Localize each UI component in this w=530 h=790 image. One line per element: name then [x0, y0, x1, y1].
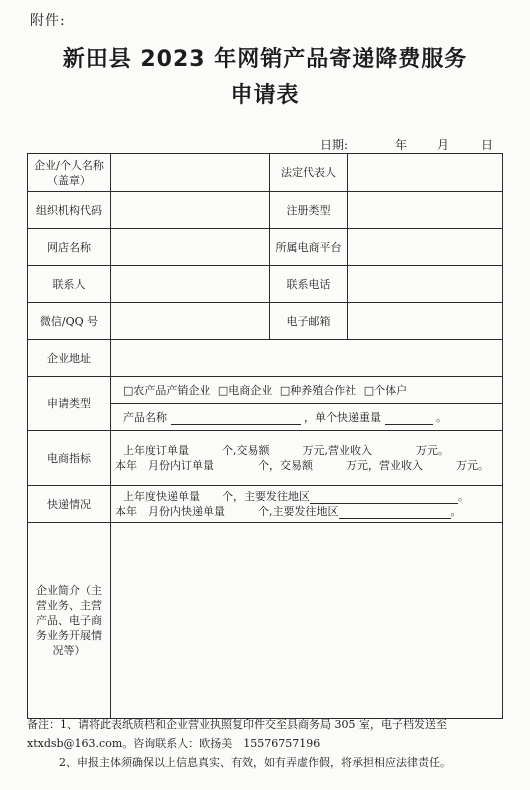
express-dest-blank-1[interactable] [310, 491, 458, 504]
attachment-label: 附件: [30, 13, 66, 29]
org-code-field[interactable] [111, 192, 270, 229]
note-1: 备注：1、请将此表纸质档和企业营业执照复印件交至县商务局 305 室，电子档发送至 xtxdsb@163.com。咨询联系人：欧扬美 15576757196 [27, 718, 447, 750]
parcel-weight-blank[interactable] [385, 412, 433, 425]
org-code-label: 组织机构代码 [28, 192, 111, 229]
contact-label: 联系人 [28, 266, 111, 303]
notes [27, 715, 505, 772]
reg-type-field[interactable] [348, 192, 503, 229]
company-name-label: 企业/个人名称（盖章） [28, 154, 111, 192]
email-field[interactable] [348, 303, 503, 340]
form-subtitle: 申请表 [230, 83, 300, 108]
express-line2-end: 。 [450, 505, 462, 518]
option-coop-checkbox[interactable]: □种养殖合作社 [279, 383, 357, 397]
express-line1: 上年度快递单量 个，主要发往地区 [123, 490, 310, 503]
wechat-label: 微信/QQ 号 [28, 303, 111, 340]
express-line2: 本年 月份内快递单量 个,主要发往地区 [115, 505, 339, 518]
intro-label: 企业简介（主营业务、主营产品、电子商务业务开展情况等） [28, 523, 111, 719]
ecom-metrics-label: 电商指标 [28, 431, 111, 486]
express-field[interactable] [111, 486, 503, 523]
address-label: 企业地址 [28, 340, 111, 377]
date-month: 月 [437, 138, 450, 152]
product-name-blank[interactable] [171, 412, 301, 425]
option-agri-checkbox[interactable]: □农产品产销企业 [123, 383, 211, 397]
ecom-metrics-field[interactable] [111, 431, 503, 486]
phone-field[interactable] [348, 266, 503, 303]
contact-field[interactable] [111, 266, 270, 303]
intro-field[interactable] [111, 523, 503, 719]
wechat-field[interactable] [111, 303, 270, 340]
apply-type-options [111, 377, 503, 404]
product-row [111, 404, 503, 431]
phone-label: 联系电话 [270, 266, 348, 303]
product-row-end: 。 [436, 410, 447, 424]
address-field[interactable] [111, 340, 503, 377]
option-individual-checkbox[interactable]: □个体户 [363, 383, 408, 397]
parcel-weight-label: ，单个快递重量 [304, 410, 381, 424]
application-form-table [27, 153, 503, 719]
legal-rep-field[interactable] [348, 154, 503, 192]
date-year: 年 [395, 138, 408, 152]
email-label: 电子邮箱 [270, 303, 348, 340]
express-label: 快递情况 [28, 486, 111, 523]
date-line [320, 136, 493, 153]
reg-type-label: 注册类型 [270, 192, 348, 229]
shop-name-label: 网店名称 [28, 229, 111, 266]
company-name-field[interactable] [111, 154, 270, 192]
date-day: 日 [481, 138, 494, 152]
platform-field[interactable] [348, 229, 503, 266]
product-name-label: 产品名称 [123, 410, 167, 424]
date-label: 日期: [320, 138, 349, 152]
note-2: 2、申报主体须确保以上信息真实、有效，如有弄虚作假，将承担相应法律责任。 [59, 756, 451, 769]
express-line1-end: 。 [458, 490, 469, 503]
legal-rep-label: 法定代表人 [270, 154, 348, 192]
shop-name-field[interactable] [111, 229, 270, 266]
express-dest-blank-2[interactable] [339, 506, 451, 519]
ecom-metrics-line1: 上年度订单量 个,交易额 万元,营业收入 万元。 [123, 444, 449, 457]
platform-label: 所属电商平台 [270, 229, 348, 266]
option-ecom-checkbox[interactable]: □电商企业 [217, 383, 273, 397]
form-title: 新田县 2023 年网销产品寄递降费服务 [62, 47, 468, 72]
ecom-metrics-line2: 本年 月份内订单量 个，交易额 万元，营业收入 万元。 [115, 459, 489, 472]
apply-type-label: 申请类型 [28, 377, 111, 431]
